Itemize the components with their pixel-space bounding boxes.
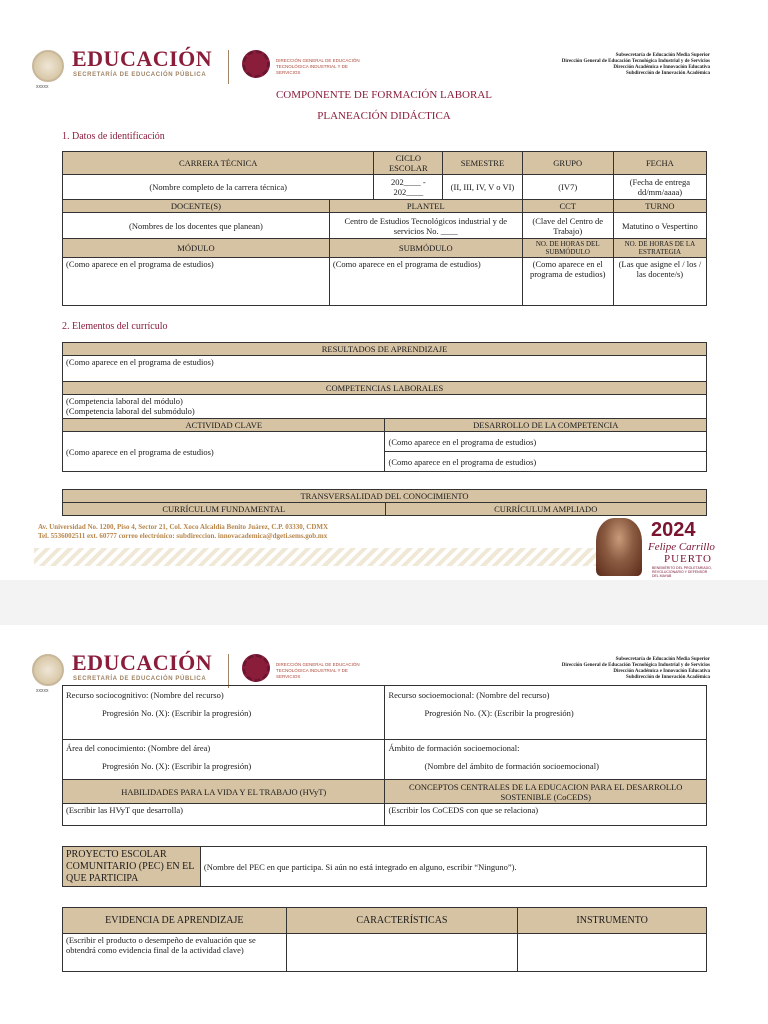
value-cct: (Clave del Centro de Trabajo)	[522, 213, 613, 239]
seal-caption: xxxxx	[36, 84, 49, 90]
cell-ambito-socioemocional	[385, 740, 707, 780]
header-divider	[228, 654, 229, 688]
seal-caption: xxxxx	[36, 688, 49, 694]
value-actividad: (Como aparece en el programa de estudios)	[63, 432, 385, 472]
dgeti-gear-logo-icon	[242, 654, 270, 682]
nombre-ambito: (Nombre del ámbito de formación socioemocional)	[424, 761, 599, 771]
national-seal-icon	[32, 654, 64, 686]
value-grupo: (IV7)	[522, 175, 613, 200]
value-pec: (Nombre del PEC en que participa. Si aún no está integrado en alguno, escribir “Ninguno”).	[200, 847, 706, 887]
progresion-area: Progresión No. (X): (Escribir la progresión)	[102, 761, 252, 771]
puerto-text: PUERTO	[664, 553, 712, 565]
value-resultados: (Como aparece en el programa de estudios)	[63, 356, 707, 382]
dgeti-logo-text: DIRECCIÓN GENERAL DE EDUCACIÓN TECNOLÓGICA INDUSTRIAL Y DE SERVICIOS	[276, 662, 360, 679]
area-conocimiento: Área del conocimiento: (Nombre del área)	[66, 743, 211, 753]
footer-pattern-band	[34, 548, 600, 566]
institution-lines	[562, 53, 710, 77]
header-instrumento: INSTRUMENTO	[518, 908, 707, 934]
pec-table	[62, 846, 707, 887]
value-fecha: (Fecha de entrega dd/mm/aaaa)	[613, 175, 706, 200]
header-cct: CCT	[522, 200, 613, 213]
cell-area-conocimiento	[63, 740, 385, 780]
inst-line: Subsecretaría de Educación Media Superior	[615, 657, 710, 662]
header-semestre: SEMESTRE	[443, 152, 522, 175]
felipe-carrillo-text: Felipe Carrillo	[648, 541, 715, 553]
cell-recurso-sociocognitivo	[63, 686, 385, 740]
competencia-modulo: (Competencia laboral del módulo)	[66, 396, 183, 406]
transversality-table	[62, 489, 707, 516]
dgeti-gear-logo-icon	[242, 50, 270, 78]
value-ciclo: 202____ - 202____	[374, 175, 443, 200]
inst-line: Subdirección de Innovación Académica	[626, 675, 710, 680]
inst-line: Subdirección de Innovación Académica	[626, 71, 710, 76]
header-docente: DOCENTE(S)	[63, 200, 330, 213]
brand-subtitle: SECRETARÍA DE EDUCACIÓN PÚBLICA	[73, 676, 207, 682]
value-carrera: (Nombre completo de la carrera técnica)	[63, 175, 374, 200]
value-instrumento	[518, 934, 707, 972]
value-docente: (Nombres de los docentes que planean)	[63, 213, 330, 239]
value-coceds: (Escribir los CoCEDS con que se relaciona)	[385, 804, 707, 826]
header-fecha: FECHA	[613, 152, 706, 175]
value-horas-submodulo: (Como aparece en el programa de estudios)	[522, 258, 613, 306]
value-competencias	[63, 395, 707, 419]
value-desarrollo-2: (Como aparece en el programa de estudios)	[385, 452, 707, 472]
header-turno: TURNO	[613, 200, 706, 213]
header-ciclo: CICLO ESCOLAR	[374, 152, 443, 175]
header-transversalidad: TRANSVERSALIDAD DEL CONOCIMIENTO	[63, 490, 707, 503]
address-line: Av. Universidad No. 1200, Piso 4, Sector 21, Col. Xoco Alcaldía Benito Juárez, C.P. 03330, CDMX	[38, 523, 329, 531]
ambito-socioemocional: Ámbito de formación socioemocional:	[388, 743, 520, 753]
value-submodulo: (Como aparece en el programa de estudios)	[329, 258, 522, 306]
header-pec: PROYECTO ESCOLAR COMUNITARIO (PEC) EN EL QUE PARTICIPA	[63, 847, 201, 887]
inst-line: Dirección Académica e Innovación Educativa	[613, 669, 710, 674]
header-resultados: RESULTADOS DE APRENDIZAJE	[63, 343, 707, 356]
progresion-socioemocional: Progresión No. (X): (Escribir la progresión)	[424, 708, 574, 718]
resources-table	[62, 685, 707, 826]
header-grupo: GRUPO	[522, 152, 613, 175]
cell-recurso-socioemocional	[385, 686, 707, 740]
header	[0, 0, 768, 92]
inst-line: Dirección General de Educación Tecnológica Industrial y de Servicios	[561, 663, 710, 668]
header-evidencia: EVIDENCIA DE APRENDIZAJE	[63, 908, 287, 934]
recurso-sociocognitivo: Recurso sociocognitivo: (Nombre del recurso)	[66, 690, 224, 700]
page-2	[0, 625, 768, 1024]
institution-lines	[562, 657, 710, 681]
header-caracteristicas: CARACTERÍSTICAS	[286, 908, 518, 934]
plan-title: PLANEACIÓN DIDÁCTICA	[317, 110, 451, 122]
header-submodulo: SUBMÓDULO	[329, 239, 522, 258]
value-semestre: (II, III, IV, V o VI)	[443, 175, 522, 200]
value-evidencia: (Escribir el producto o desempeño de evaluación que se obtendrá como evidencia final de la actividad clave)	[63, 934, 287, 972]
brand-title: EDUCACIÓN	[72, 650, 213, 675]
section-curriculum: 2. Elementos del currículo	[62, 321, 168, 332]
value-modulo: (Como aparece en el programa de estudios)	[63, 258, 330, 306]
value-desarrollo-1: (Como aparece en el programa de estudios)	[385, 432, 707, 452]
footer-address	[38, 523, 328, 541]
national-seal-icon	[32, 50, 64, 82]
progresion-sociocognitivo: Progresión No. (X): (Escribir la progresión)	[102, 708, 252, 718]
value-turno: Matutino o Vespertino	[613, 213, 706, 239]
dgeti-logo-text: DIRECCIÓN GENERAL DE EDUCACIÓN TECNOLÓGICA INDUSTRIAL Y DE SERVICIOS	[276, 58, 360, 75]
header-actividad: ACTIVIDAD CLAVE	[63, 419, 385, 432]
header-modulo: MÓDULO	[63, 239, 330, 258]
contact-line: Tel. 5536002511 ext. 60777 correo electrónico: subdireccion. innovacademica@dgeti.sems.gob.mx	[38, 532, 328, 540]
header-hvyt: HABILIDADES PARA LA VIDA Y EL TRABAJO (HVyT)	[63, 780, 385, 804]
header-coceds: CONCEPTOS CENTRALES DE LA EDUCACION PARA EL DESARROLLO SOSTENIBLE (CoCEDS)	[385, 780, 707, 804]
value-plantel: Centro de Estudios Tecnológicos industrial y de servicios No. ____	[329, 213, 522, 239]
header-horas-estrategia: NO. DE HORAS DE LA ESTRATEGIA	[613, 239, 706, 258]
header-competencias: COMPETENCIAS LABORALES	[63, 382, 707, 395]
competencia-submodulo: (Competencia laboral del submódulo)	[66, 406, 195, 416]
value-hvyt: (Escribir las HVyT que desarrolla)	[63, 804, 385, 826]
header-desarrollo: DESARROLLO DE LA COMPETENCIA	[385, 419, 707, 432]
section-identification: 1. Datos de identificación	[62, 131, 165, 142]
recurso-socioemocional: Recurso socioemocional: (Nombre del recurso)	[388, 690, 550, 700]
header-ampliado: CURRÍCULUM AMPLIADO	[385, 503, 707, 516]
value-horas-estrategia: (Las que asigne el / los / las docente/s)	[613, 258, 706, 306]
portrait-image	[596, 518, 642, 576]
inst-line: Dirección Académica e Innovación Educativa	[613, 65, 710, 70]
inst-line: Subsecretaría de Educación Media Superior	[615, 53, 710, 58]
inst-line: Dirección General de Educación Tecnológica Industrial y de Servicios	[561, 59, 710, 64]
component-title: COMPONENTE DE FORMACIÓN LABORAL	[275, 89, 493, 101]
header-horas-submodulo: NO. DE HORAS DEL SUBMÓDULO	[522, 239, 613, 258]
header-page-2	[0, 604, 768, 696]
motto-text: BENEMÉRITO DEL PROLETARIADO, REVOLUCIONARIO Y DEFENSOR DEL MAYAB	[652, 566, 712, 578]
header-carrera: CARRERA TÉCNICA	[63, 152, 374, 175]
curriculum-table	[62, 342, 707, 472]
header-fundamental: CURRÍCULUM FUNDAMENTAL	[63, 503, 386, 516]
header-divider	[228, 50, 229, 84]
year-logo: 2024	[651, 519, 696, 541]
identification-table	[62, 151, 707, 306]
value-caracteristicas	[286, 934, 518, 972]
header-plantel: PLANTEL	[329, 200, 522, 213]
brand-subtitle: SECRETARÍA DE EDUCACIÓN PÚBLICA	[73, 72, 207, 78]
brand-title: EDUCACIÓN	[72, 46, 213, 71]
evidence-table	[62, 907, 707, 972]
